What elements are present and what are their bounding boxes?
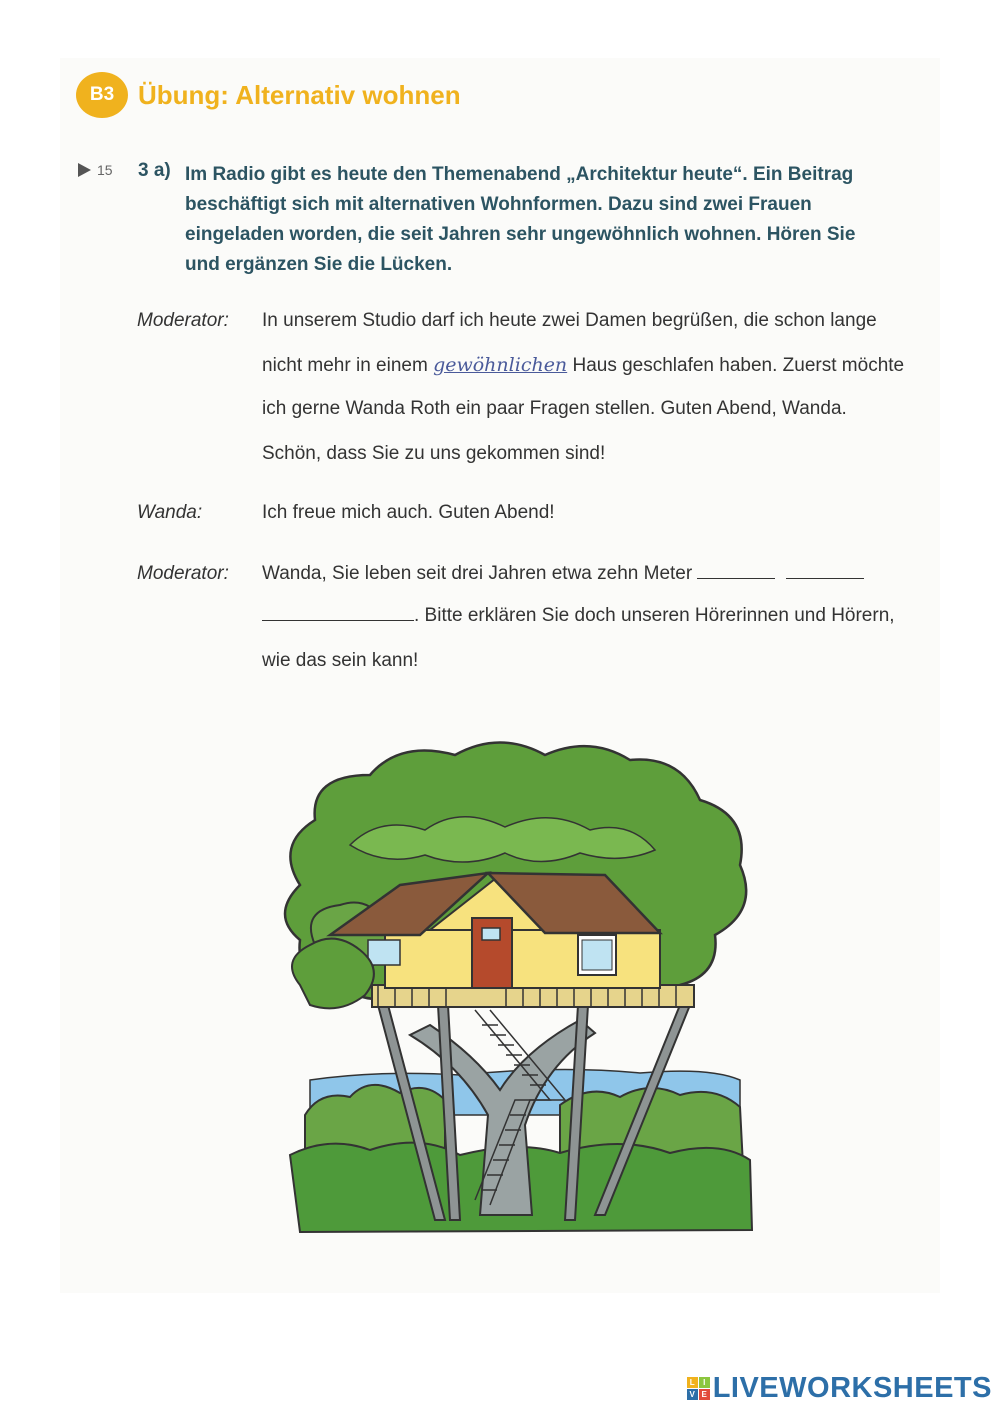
exercise-instruction [185,160,885,280]
track-number: 15 [97,162,113,178]
audio-track[interactable] [78,162,113,178]
instruction-line: und ergänzen Sie die Lücken. [185,254,453,275]
dialogue-line: Ich freue mich auch. Guten Abend! [262,502,555,523]
dialogue-text: Wanda, Sie leben seit drei Jahren etwa zehn Meter [262,563,698,584]
dialogue-line: In unserem Studio darf ich heute zwei Damen begrüßen, die schon lange [262,310,877,331]
instruction-line: Im Radio gibt es heute den Themenabend „Architektur heute“. Ein Beitrag [185,164,854,185]
instruction-line: beschäftigt sich mit alternativen Wohnformen. Dazu sind zwei Frauen [185,194,812,215]
dialogue-line: wie das sein kann! [262,650,419,671]
answer-blank[interactable] [786,564,864,579]
liveworksheets-logo[interactable] [687,1372,992,1405]
dialogue-line [262,563,864,585]
speaker-moderator: Moderator: [137,563,229,584]
instruction-line: eingeladen worden, die seit Jahren sehr ungewöhnlich wohnen. Hören Sie [185,224,856,245]
speaker-moderator: Moderator: [137,310,229,331]
dialogue-text: Haus geschlafen haben. Zuerst möchte [567,355,905,376]
dialogue-line [262,354,904,377]
dialogue-text: . Bitte erklären Sie doch unseren Hörerinnen und Hörern, [414,605,895,626]
treehouse-illustration [260,735,760,1240]
page-title: Übung: Alternativ wohnen [138,80,461,110]
play-icon[interactable] [78,163,91,177]
exercise-number: 3 a) [138,160,171,181]
logo-text: LIVEWORKSHEETS [712,1372,992,1404]
answer-blank[interactable] [697,564,775,579]
speaker-wanda: Wanda: [137,502,203,523]
dialogue-line [262,605,895,627]
answer-blank[interactable] [262,606,414,621]
dialogue-line: ich gerne Wanda Roth ein paar Fragen stellen. Guten Abend, Wanda. [262,398,847,419]
section-badge: B3 [76,72,128,118]
dialogue-text: nicht mehr in einem [262,355,434,376]
filled-answer[interactable]: gewöhnlichen [433,354,568,376]
dialogue-line: Schön, dass Sie zu uns gekommen sind! [262,443,606,464]
logo-grid-icon: L I V E [687,1377,710,1400]
